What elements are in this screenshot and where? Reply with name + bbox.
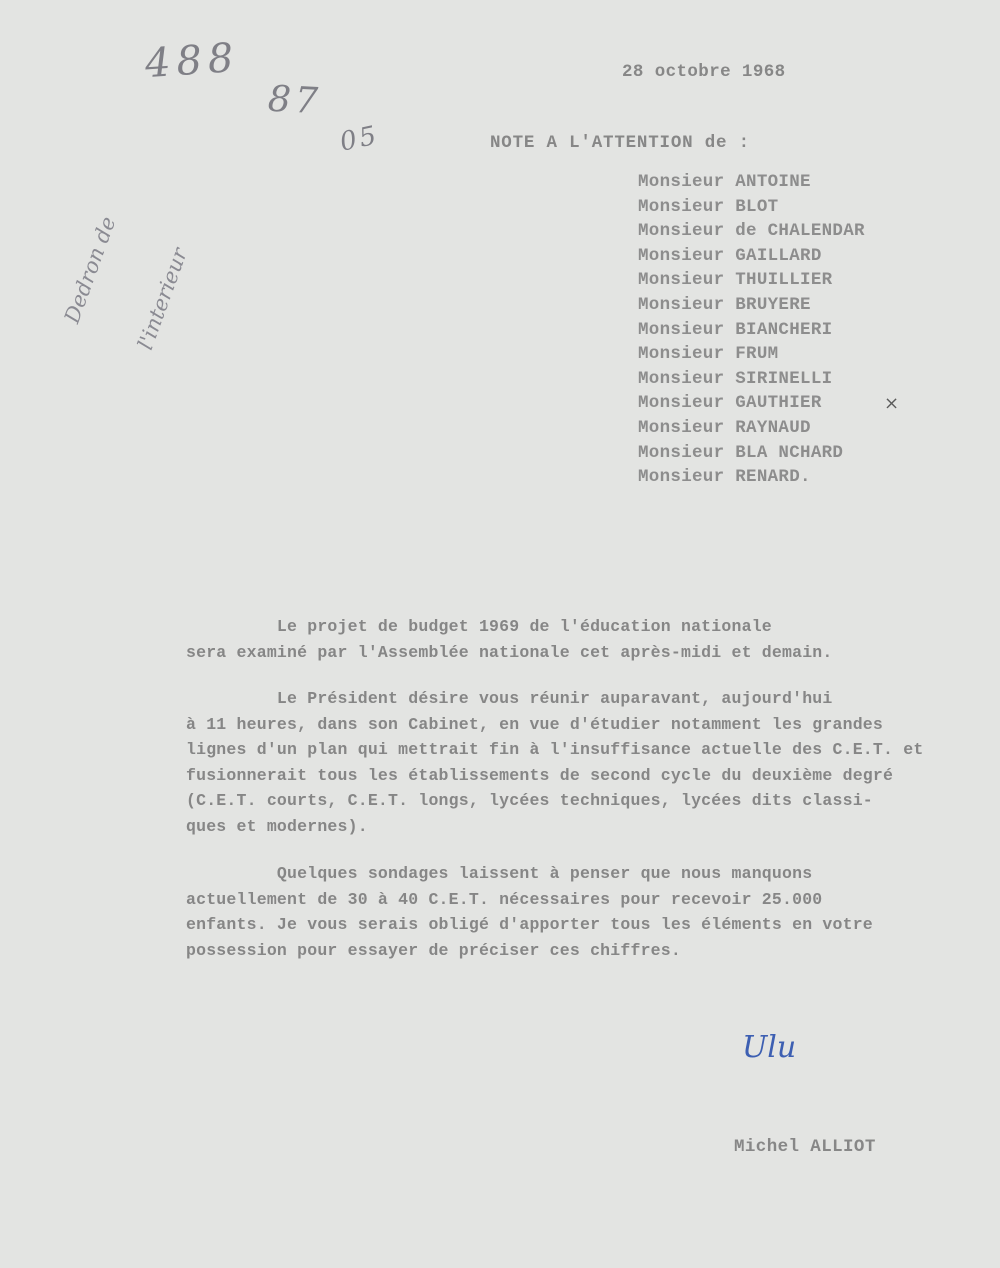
recipient: Monsieur BLOT <box>638 196 779 217</box>
handwritten-check-mark: × <box>884 393 900 414</box>
text-line: Le projet de budget 1969 de l'éducation nationale <box>186 617 772 636</box>
margin-note-line: l'interieur <box>133 244 193 354</box>
paragraph-meeting <box>186 686 966 840</box>
handwritten-reference-number: 488 <box>143 34 241 88</box>
text-line: possession pour essayer de préciser ces chiffres. <box>186 940 681 960</box>
text-line: Le Président désire vous réunir auparavant, aujourd'hui <box>186 689 833 708</box>
text-line: ques et modernes). <box>186 816 368 836</box>
text-line: actuellement de 30 à 40 C.E.T. nécessaires pour recevoir 25.000 <box>186 889 823 909</box>
paragraph-surveys <box>186 861 966 963</box>
text-line: (C.E.T. courts, C.E.T. longs, lycées techniques, lycées dits classi- <box>186 791 873 811</box>
recipient: Monsieur SIRINELLI <box>638 368 833 389</box>
text-line: enfants. Je vous serais obligé d'apporter tous les éléments en votre <box>186 915 873 935</box>
recipient: Monsieur BIANCHERI <box>638 319 833 340</box>
text-line: à 11 heures, dans son Cabinet, en vue d'étudier notamment les grandes <box>186 714 884 734</box>
recipient: Monsieur RENARD. <box>638 467 811 488</box>
handwritten-initials: Ulu <box>742 1030 797 1065</box>
recipient: Monsieur RAYNAUD <box>638 417 811 438</box>
recipient: Monsieur de CHALENDAR <box>638 221 865 242</box>
handwritten-reference-number-2: 87 <box>266 78 323 123</box>
signatory-name: Michel ALLIOT <box>734 1137 876 1157</box>
text-line: lignes d'un plan qui mettrait fin à l'insuffisance actuelle des C.E.T. et <box>186 740 924 760</box>
recipient: Monsieur BLA NCHARD <box>638 442 844 463</box>
recipient: Monsieur ANTOINE <box>638 172 811 192</box>
recipient-list <box>638 170 865 490</box>
recipient: Monsieur GAILLARD <box>638 245 822 266</box>
paragraph-budget <box>186 614 966 665</box>
handwritten-reference-number-3: 05 <box>337 120 382 158</box>
margin-note-line: Dedron de <box>59 213 121 327</box>
note-title: NOTE A L'ATTENTION de : <box>490 133 750 153</box>
letter-date: 28 octobre 1968 <box>622 62 786 82</box>
text-line: Quelques sondages laissent à penser que nous manquons <box>186 864 813 883</box>
text-line: fusionnerait tous les établissements de second cycle du deuxième degré <box>186 765 894 785</box>
recipient: Monsieur THUILLIER <box>638 270 833 291</box>
recipient: Monsieur GAUTHIER <box>638 393 822 414</box>
text-line: sera examiné par l'Assemblée nationale cet après-midi et demain. <box>186 642 833 662</box>
handwritten-margin-note <box>10 195 244 371</box>
recipient: Monsieur BRUYERE <box>638 294 811 315</box>
recipient: Monsieur FRUM <box>638 344 779 365</box>
